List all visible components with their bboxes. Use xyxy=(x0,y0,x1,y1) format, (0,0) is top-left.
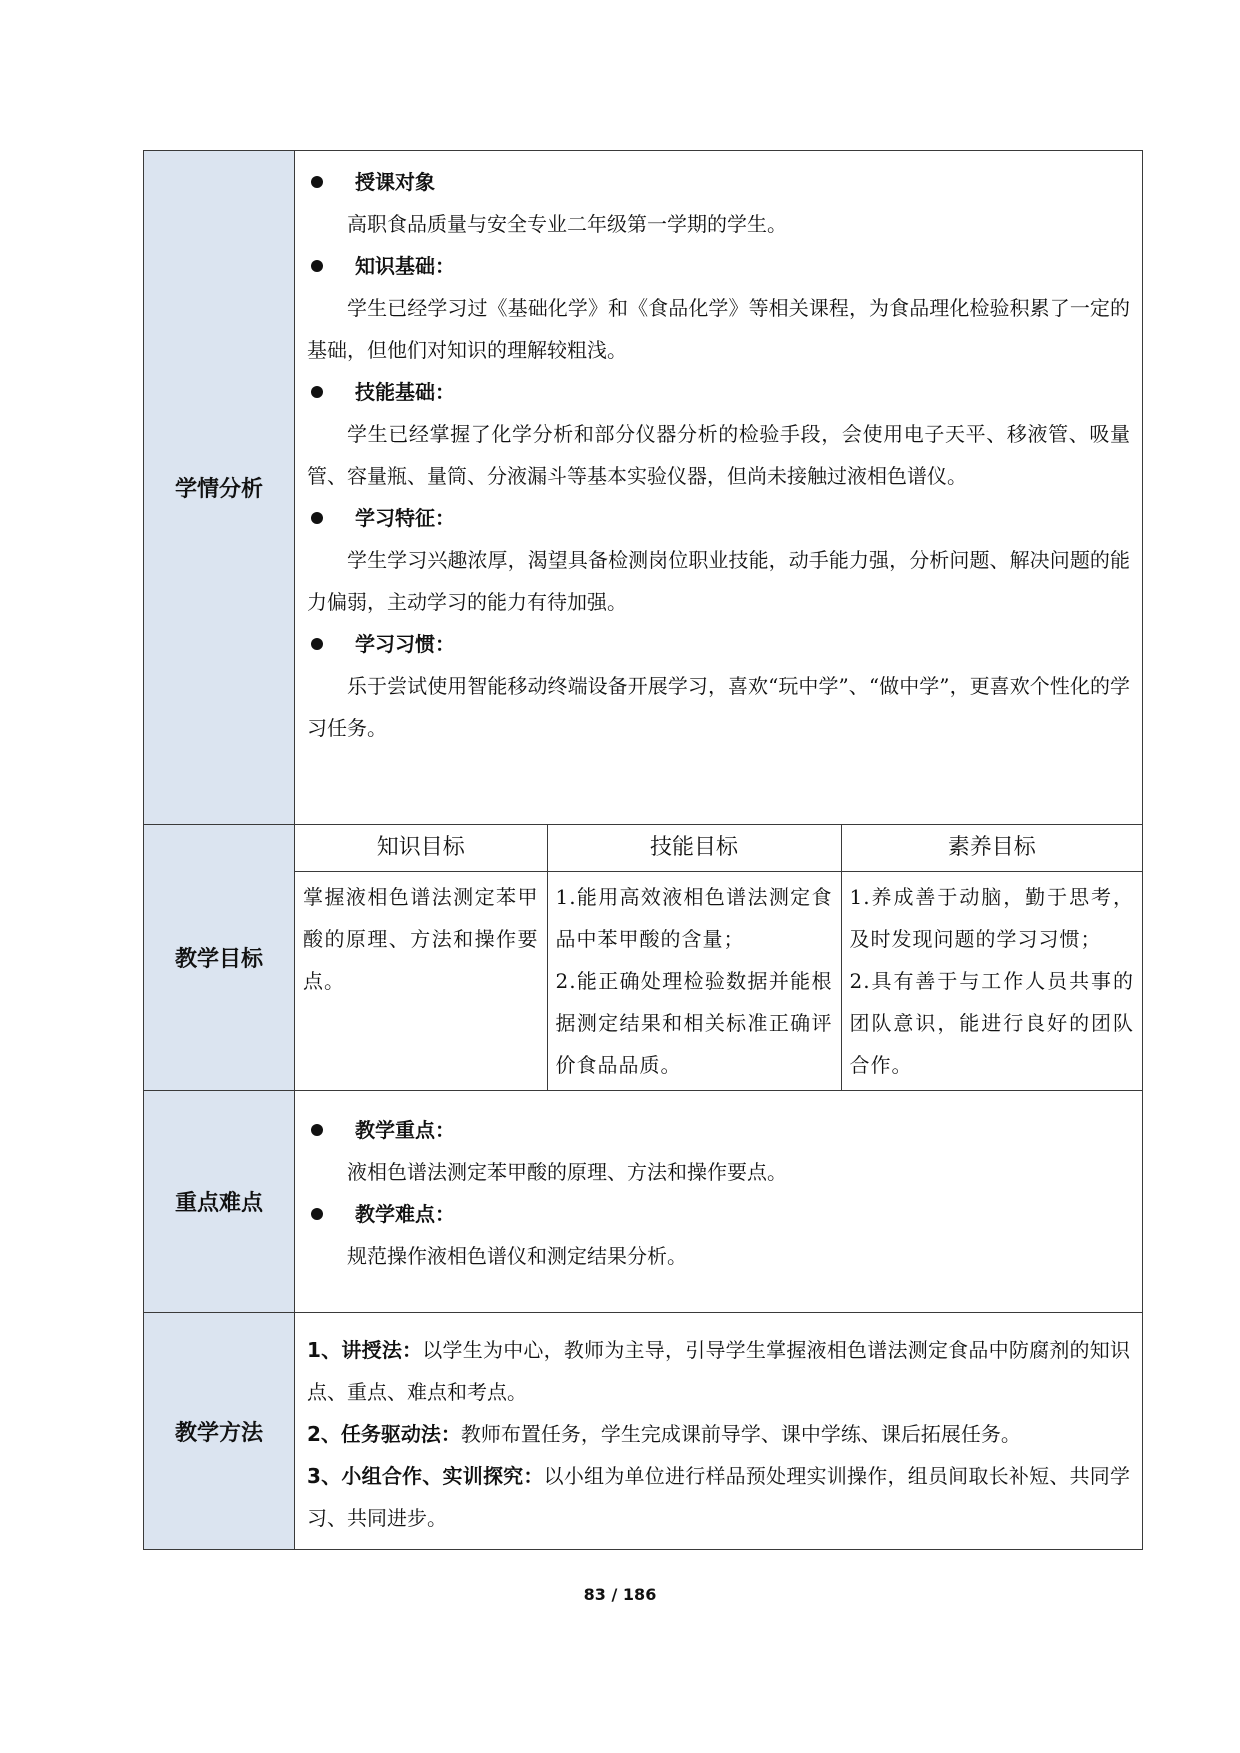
goal-text: 1.养成善于动脑，勤于思考，及时发现问题的学习习惯； xyxy=(849,885,1134,951)
keypoints-content xyxy=(295,1091,1143,1313)
bullet-item xyxy=(307,1193,1130,1235)
bullet-item xyxy=(307,161,1130,203)
page-number: 83 / 186 xyxy=(583,1585,657,1604)
analysis-row xyxy=(144,151,1143,825)
methods-content xyxy=(295,1313,1143,1550)
bullet-dot-icon xyxy=(311,386,323,398)
lesson-plan-table xyxy=(143,150,1143,1550)
goals-skill-cell xyxy=(547,872,841,1091)
item-heading: 学习特征： xyxy=(355,506,455,530)
bullet-dot-icon xyxy=(311,638,323,650)
item-heading: 学习习惯： xyxy=(355,632,455,656)
bullet-dot-icon xyxy=(311,1124,323,1136)
bullet-item xyxy=(307,1109,1130,1151)
method-item xyxy=(307,1329,1130,1413)
goals-knowledge-cell xyxy=(295,872,547,1091)
methods-label: 教学方法 xyxy=(144,1313,295,1550)
goals-header-skill: 技能目标 xyxy=(547,825,841,872)
method-title: 3、小组合作、实训探究： xyxy=(307,1464,544,1488)
bullet-dot-icon xyxy=(311,1208,323,1220)
item-text: 学生已经掌握了化学分析和部分仪器分析的检验手段，会使用电子天平、移液管、吸量管、容量瓶、量筒、分液漏斗等基本实验仪器，但尚未接触过液相色谱仪。 xyxy=(307,422,1130,488)
method-title: 2、任务驱动法： xyxy=(307,1422,461,1446)
analysis-content xyxy=(295,151,1143,825)
bullet-item xyxy=(307,245,1130,287)
analysis-label: 学情分析 xyxy=(144,151,295,825)
goal-text: 1.能用高效液相色谱法测定食品中苯甲酸的含量； xyxy=(555,885,833,951)
method-item xyxy=(307,1413,1130,1455)
goals-label: 教学目标 xyxy=(144,825,295,1091)
item-heading: 教学难点： xyxy=(355,1202,455,1226)
keypoints-row xyxy=(144,1091,1143,1313)
item-heading: 知识基础： xyxy=(355,254,455,278)
methods-row xyxy=(144,1313,1143,1550)
bullet-dot-icon xyxy=(311,512,323,524)
item-text: 学生学习兴趣浓厚，渴望具备检测岗位职业技能，动手能力强，分析问题、解决问题的能力偏弱，主动学习的能力有待加强。 xyxy=(307,548,1130,614)
method-item xyxy=(307,1455,1130,1539)
item-heading: 技能基础： xyxy=(355,380,455,404)
item-text: 高职食品质量与安全专业二年级第一学期的学生。 xyxy=(347,212,787,236)
goals-content xyxy=(295,825,1143,1091)
method-text: 以学生为中心，教师为主导，引导学生掌握液相色谱法测定食品中防腐剂的知识点、重点、难点和考点。 xyxy=(307,1338,1130,1404)
item-heading: 教学重点： xyxy=(355,1118,455,1142)
goals-quality-cell xyxy=(841,872,1142,1091)
bullet-item xyxy=(307,623,1130,665)
goals-header-quality: 素养目标 xyxy=(841,825,1142,872)
bullet-dot-icon xyxy=(311,176,323,188)
item-heading: 授课对象 xyxy=(355,170,435,194)
goals-table xyxy=(295,825,1142,1090)
bullet-item xyxy=(307,497,1130,539)
bullet-item xyxy=(307,371,1130,413)
method-text: 以小组为单位进行样品预处理实训操作，组员间取长补短、共同学习、共同进步。 xyxy=(307,1464,1130,1530)
item-text: 液相色谱法测定苯甲酸的原理、方法和操作要点。 xyxy=(347,1160,787,1184)
goals-header-knowledge: 知识目标 xyxy=(295,825,547,872)
method-title: 1、讲授法： xyxy=(307,1338,423,1362)
goals-body-row xyxy=(295,872,1142,1091)
bullet-dot-icon xyxy=(311,260,323,272)
keypoints-label: 重点难点 xyxy=(144,1091,295,1313)
goal-text: 2.具有善于与工作人员共事的团队意识，能进行良好的团队合作。 xyxy=(849,969,1134,1077)
item-text: 规范操作液相色谱仪和测定结果分析。 xyxy=(347,1244,687,1268)
item-text: 乐于尝试使用智能移动终端设备开展学习，喜欢“玩中学”、“做中学”，更喜欢个性化的学习任务。 xyxy=(307,674,1130,740)
goals-header-row xyxy=(295,825,1142,872)
goals-row xyxy=(144,825,1143,1091)
method-text: 教师布置任务，学生完成课前导学、课中学练、课后拓展任务。 xyxy=(460,1422,1021,1446)
item-text: 学生已经学习过《基础化学》和《食品化学》等相关课程，为食品理化检验积累了一定的基础，但他们对知识的理解较粗浅。 xyxy=(307,296,1130,362)
goal-text: 2.能正确处理检验数据并能根据测定结果和相关标准正确评价食品品质。 xyxy=(555,969,833,1077)
goal-text: 掌握液相色谱法测定苯甲酸的原理、方法和操作要点。 xyxy=(303,885,539,993)
